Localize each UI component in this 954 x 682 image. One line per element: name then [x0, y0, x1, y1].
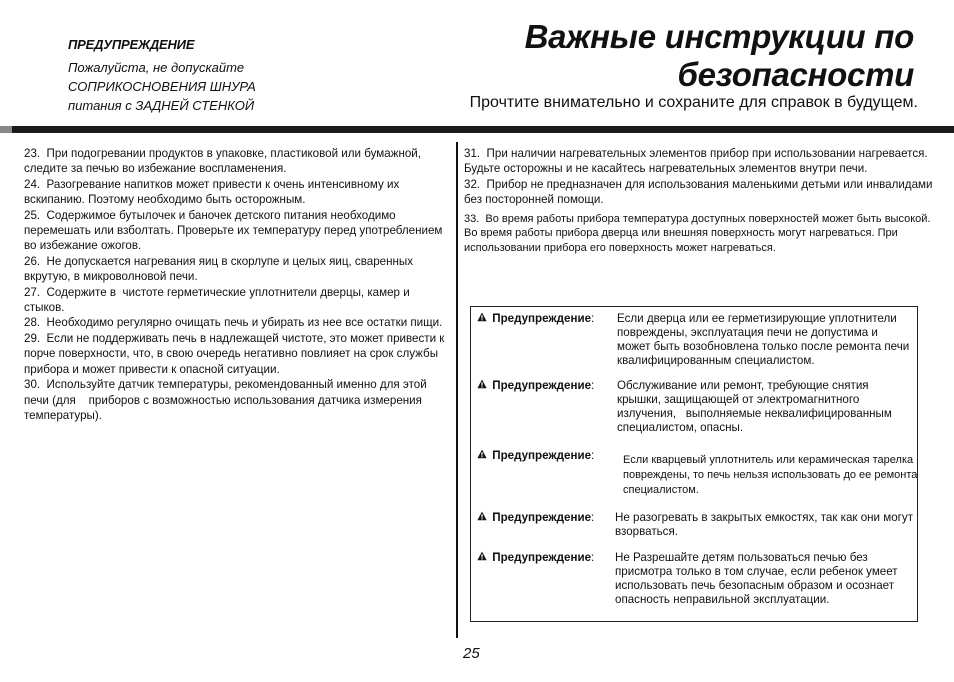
- warning-colon: :: [591, 379, 595, 392]
- instruction-item: 25. Содержимое бутылочек и баночек детского питания необходимо перемешать или взболтать. Проверьте их температуру перед употреблением во избежание ожогов.: [24, 208, 446, 253]
- page-number: 25: [463, 645, 480, 662]
- instruction-item: 29. Если не поддерживать печь в надлежащей чистоте, это может привести к порче поверхности, что, в свою очередь негативно повлияет на срок службы прибора и может привести к опасной ситуации.: [24, 331, 448, 376]
- header-rule: [0, 126, 954, 133]
- instruction-item: 31. При наличии нагревательных элементов прибор при использовании нагревается. Будьте осторожны и не касайтесь нагревательных элементов внутри печи.: [464, 147, 931, 176]
- warning-triangle-icon: [477, 379, 489, 393]
- page-title: [494, 18, 914, 94]
- instruction-item: 28. Необходимо регулярно очищать печь и убирать из нее все остатки пищи.: [24, 316, 443, 330]
- warning-text: Если кварцевый уплотнитель или керамическая тарелка повреждены, то печь нельзя использовать до ее ремонта специалистом.: [623, 454, 921, 496]
- instruction-item: 32. Прибор не предназначен для использования маленькими детьми или инвалидами без посторонней помощи.: [464, 177, 936, 207]
- page-title-line: безопасности: [677, 56, 914, 93]
- warning-triangle-icon: [477, 312, 489, 326]
- warning-label: Предупреждение: [492, 379, 592, 392]
- warning-row: [477, 312, 913, 367]
- warning-text: Не Разрешайте детям пользоваться печью без присмотра только в том случае, если ребенок умеет использовать печь безопасным образом и осознает опасность неправильной эксплуатации.: [615, 551, 901, 606]
- warning-text: Если дверца или ее герметизирующие уплотнители повреждены, эксплуатация печи не допустима и может быть возобновлена только после ремонта печи квалифицированным специалистом.: [617, 312, 913, 367]
- warning-note-line: Пожалуйста, не допускайте: [68, 60, 245, 75]
- column-divider: [456, 142, 458, 638]
- instruction-item: 24. Разогревание напитков может привести к очень интенсивному их вскипанию. Поэтому необходимо быть осторожным.: [24, 177, 403, 207]
- instruction-item: 27. Содержите в чистоте герметические уплотнители дверцы, камер и стыков.: [24, 285, 413, 315]
- right-column: [464, 146, 934, 255]
- warning-title: ПРЕДУПРЕЖДЕНИЕ: [68, 37, 195, 52]
- warning-row: [477, 379, 896, 434]
- page-subtitle: Прочтите внимательно и сохраните для справок в будущем.: [469, 94, 918, 111]
- warning-note-line: СОПРИКОСНОВЕНИЯ ШНУРА: [68, 79, 256, 94]
- warning-text: Обслуживание или ремонт, требующие снятия крышки, защищающей от электромагнитного излучения, выполняемые неквалифицированным специалистом, опасны.: [617, 379, 896, 434]
- warning-colon: :: [591, 312, 595, 325]
- warning-row: [477, 551, 901, 606]
- warning-text: Не разогревать в закрытых емкостях, так как они могут взорваться.: [615, 511, 917, 538]
- page-title-line: Важные инструкции по: [524, 18, 914, 55]
- warning-label: Предупреждение: [492, 312, 592, 325]
- warning-label: Предупреждение: [492, 551, 592, 564]
- instruction-item: 23. При подогревании продуктов в упаковке, пластиковой или бумажной, следите за печью во избежание воспламенения.: [24, 147, 425, 176]
- warning-triangle-icon: [477, 551, 489, 565]
- warning-row: [477, 511, 917, 538]
- left-column: [24, 146, 449, 423]
- instruction-item: 33. Во время работы прибора температура доступных поверхностей может быть высокой. Во время работы прибора дверца или внешняя поверхность могут нагреваться. При использовании прибора его поверхность может нагреваться.: [464, 212, 934, 254]
- warning-colon: :: [591, 551, 595, 564]
- instruction-item: 26. Не допускается нагревания яиц в скорлупе и целых яиц, сваренных вкрутую, в микроволновой печи.: [24, 254, 417, 284]
- warning-triangle-icon: [477, 449, 489, 463]
- warning-label: Предупреждение: [492, 511, 592, 524]
- warning-colon: :: [591, 449, 595, 462]
- header-rule-accent: [0, 126, 12, 133]
- warning-label: Предупреждение: [492, 449, 592, 462]
- instruction-item: 30. Используйте датчик температуры, рекомендованный именно для этой печи (для приборов с возможностью использования датчика измерения температуры).: [24, 378, 430, 422]
- warning-note-line: питания с ЗАДНЕЙ СТЕНКОЙ: [68, 98, 255, 113]
- warning-note: [68, 58, 298, 115]
- warning-colon: :: [591, 511, 595, 524]
- warnings-box: [470, 306, 921, 622]
- warning-triangle-icon: [477, 511, 489, 525]
- warning-row: [477, 449, 921, 496]
